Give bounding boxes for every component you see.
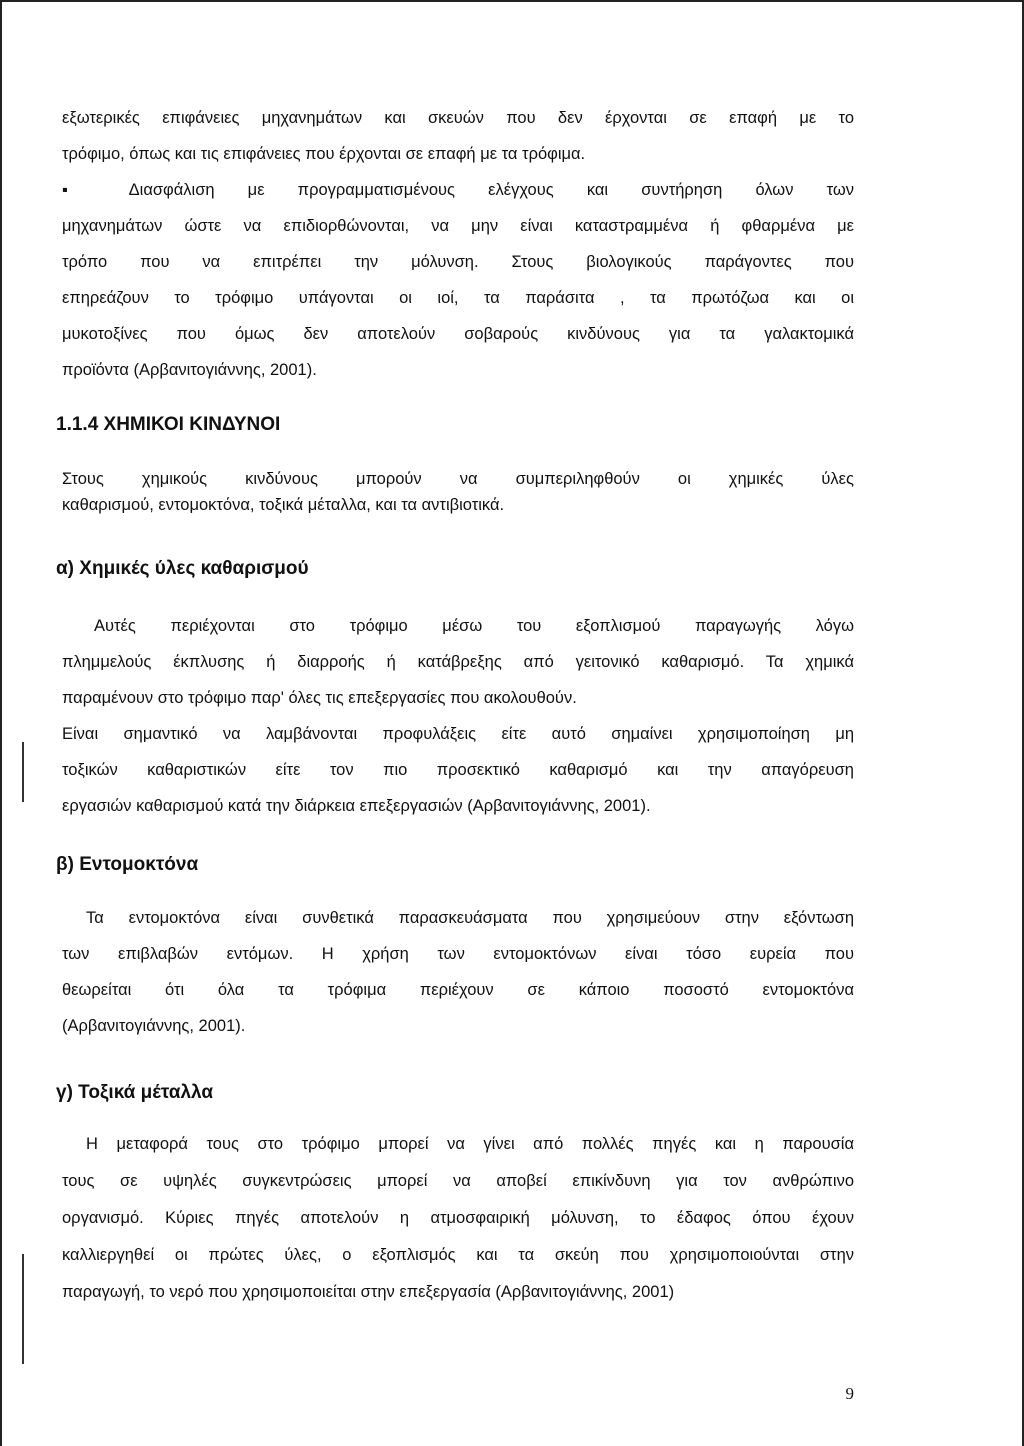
page-left-border bbox=[0, 0, 2, 1446]
text-line: Τα εντομοκτόνα είναι συνθετικά παρασκευάσματα που χρησιμεύουν στην εξόντωση bbox=[86, 909, 854, 927]
section-intro bbox=[62, 466, 854, 518]
subsection-b-title: β) Εντομοκτόνα bbox=[56, 854, 199, 875]
text-line: παραγωγή, το νερό που χρησιμοποιείται στην επεξεργασία (Αρβανιτογιάννης, 2001) bbox=[62, 1283, 675, 1301]
text-line: καθαρισμού, εντομοκτόνα, τοξικά μέταλλα, και τα αντιβιοτικά. bbox=[62, 496, 505, 514]
text-line: εξωτερικές επιφάνειες μηχανημάτων και σκευών που δεν έρχονται σε επαφή με το bbox=[62, 109, 854, 127]
text-line: πλημμελούς έκπλυσης ή διαρροής ή κατάβρεξης από γειτονικό καθαρισμό. Τα χημικά bbox=[62, 653, 854, 671]
subsection-a-title: α) Χημικές ύλες καθαρισμού bbox=[56, 558, 309, 579]
page-top-border bbox=[0, 0, 1024, 2]
text-line: τρόφιμο, όπως και τις επιφάνειες που έρχονται σε επαφή με τα τρόφιμα. bbox=[62, 145, 586, 163]
text-line: θεωρείται ότι όλα τα τρόφιμα περιέχουν σε κάποιο ποσοστό εντομοκτόνα bbox=[62, 981, 854, 999]
margin-mark bbox=[22, 742, 24, 802]
text-line: (Αρβανιτογιάννης, 2001). bbox=[62, 1017, 246, 1035]
text-line: οργανισμό. Κύριες πηγές αποτελούν η ατμοσφαιρική μόλυνση, το έδαφος όπου έχουν bbox=[62, 1209, 854, 1227]
text-line: Είναι σημαντικό να λαμβάνονται προφυλάξεις είτε αυτό σημαίνει χρησιμοποίηση μη bbox=[62, 725, 854, 743]
margin-mark bbox=[22, 1254, 24, 1364]
text-line: τους σε υψηλές συγκεντρώσεις μπορεί να αποβεί επικίνδυνη για τον ανθρώπινο bbox=[62, 1172, 854, 1190]
opening-paragraph bbox=[62, 100, 854, 388]
section-heading: 1.1.4 ΧΗΜΙΚΟΙ ΚΙΝΔΥΝΟΙ bbox=[56, 414, 281, 435]
text-line: Στους χημικούς κινδύνους μπορούν να συμπεριληφθούν οι χημικές ύλες bbox=[62, 470, 854, 488]
subsection-b-body bbox=[62, 900, 854, 1044]
subsection-a-body bbox=[62, 608, 854, 824]
subsection-c-title: γ) Τοξικά μέταλλα bbox=[56, 1082, 214, 1103]
text-line: των επιβλαβών εντόμων. Η χρήση των εντομοκτόνων είναι τόσο ευρεία που bbox=[62, 945, 854, 963]
text-line: μυκοτοξίνες που όμως δεν αποτελούν σοβαρούς κινδύνους για τα γαλακτομικά bbox=[62, 325, 854, 343]
text-line: παραμένουν στο τρόφιμο παρ' όλες τις επεξεργασίες που ακολουθούν. bbox=[62, 689, 577, 707]
text-line: μηχανημάτων ώστε να επιδιορθώνονται, να μην είναι καταστραμμένα ή φθαρμένα με bbox=[62, 217, 854, 235]
subsection-c-body bbox=[62, 1126, 854, 1311]
text-line: επηρεάζουν το τρόφιμο υπάγονται οι ιοί, τα παράσιτα , τα πρωτόζωα και οι bbox=[62, 289, 854, 307]
text-line: τοξικών καθαριστικών είτε τον πιο προσεκτικό καθαρισμό και την απαγόρευση bbox=[62, 761, 854, 779]
text-line: καλλιεργηθεί οι πρώτες ύλες, ο εξοπλισμός και τα σκεύη που χρησιμοποιούνται στην bbox=[62, 1246, 854, 1264]
page-number: 9 bbox=[845, 1384, 854, 1403]
text-line: τρόπο που να επιτρέπει την μόλυνση. Στους βιολογικούς παράγοντες που bbox=[62, 253, 854, 271]
text-line: προϊόντα (Αρβανιτογιάννης, 2001). bbox=[62, 361, 317, 379]
text-line: Αυτές περιέχονται στο τρόφιμο μέσω του εξοπλισμού παραγωγής λόγω bbox=[94, 617, 854, 635]
text-line: ▪ Διασφάλιση με προγραμματισμένους ελέγχους και συντήρηση όλων των bbox=[62, 181, 854, 199]
text-line: Η μεταφορά τους στο τρόφιμο μπορεί να γίνει από πολλές πηγές και η παρουσία bbox=[86, 1135, 854, 1153]
text-line: εργασιών καθαρισμού κατά την διάρκεια επεξεργασιών (Αρβανιτογιάννης, 2001). bbox=[62, 797, 651, 815]
